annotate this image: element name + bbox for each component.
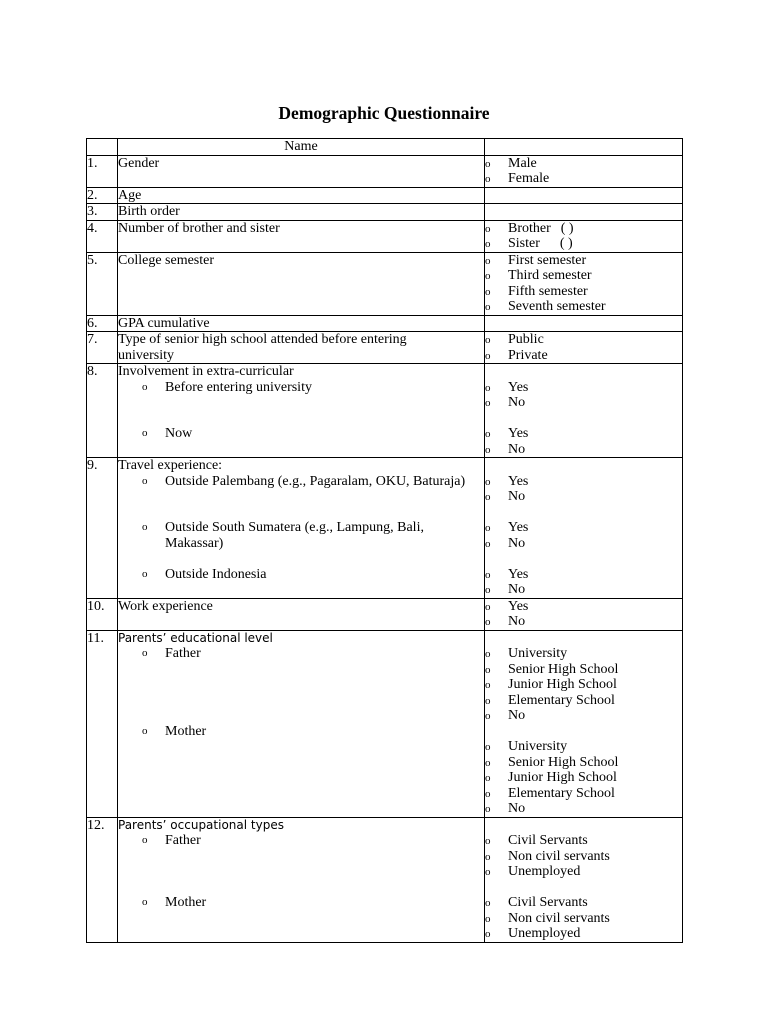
circle-bullet-icon: o xyxy=(485,710,491,722)
table-row xyxy=(87,155,683,187)
sub-question-label: Outside Indonesia xyxy=(165,566,267,582)
circle-bullet-icon: o xyxy=(485,334,491,346)
circle-bullet-icon: o xyxy=(142,896,148,908)
circle-bullet-icon: o xyxy=(142,647,148,659)
circle-bullet-icon: o xyxy=(485,301,491,313)
question-text: Number of brother and sister xyxy=(118,220,485,252)
option-label: Unemployed xyxy=(508,926,581,941)
circle-bullet-icon: o xyxy=(485,238,491,250)
question-text: GPA cumulative xyxy=(118,315,485,332)
option-label: University xyxy=(508,646,568,661)
option-label: Brother xyxy=(508,220,551,236)
option-label: Elementary School xyxy=(508,785,615,801)
table-row xyxy=(87,364,683,458)
option-item[interactable] xyxy=(485,520,682,536)
question-text: Age xyxy=(118,187,485,204)
option-label: Civil Servants xyxy=(508,833,588,848)
circle-bullet-icon: o xyxy=(485,928,491,940)
option-item[interactable] xyxy=(485,895,682,911)
option-item[interactable] xyxy=(485,426,682,442)
option-label: Senior High School xyxy=(508,754,619,770)
circle-bullet-icon: o xyxy=(485,866,491,878)
circle-bullet-icon: o xyxy=(485,475,491,488)
table-row xyxy=(87,315,683,332)
circle-bullet-icon: o xyxy=(142,724,148,737)
option-item[interactable] xyxy=(485,599,682,615)
option-label: Fifth semester xyxy=(508,283,588,299)
option-label: Yes xyxy=(508,473,529,489)
option-label: University xyxy=(508,739,568,754)
circle-bullet-icon: o xyxy=(142,567,148,580)
sub-question-label: Outside South Sumatera (e.g., Lampung, Bali, Makassar) xyxy=(165,520,424,551)
sub-question-label: Now xyxy=(165,426,193,441)
option-item[interactable] xyxy=(485,662,682,678)
option-item[interactable] xyxy=(485,911,682,927)
options-cell xyxy=(485,155,683,187)
option-item[interactable] xyxy=(485,786,682,802)
circle-bullet-icon: o xyxy=(485,803,491,815)
circle-bullet-icon: o xyxy=(485,270,491,282)
options-cell xyxy=(485,458,683,599)
question-text xyxy=(118,817,485,942)
question-line: university xyxy=(118,347,174,363)
option-item[interactable] xyxy=(485,801,682,817)
question-text: College semester xyxy=(118,252,485,315)
sub-question xyxy=(118,724,484,740)
option-item[interactable] xyxy=(485,348,682,364)
option-item[interactable] xyxy=(485,582,682,598)
circle-bullet-icon: o xyxy=(485,537,491,550)
options-cell xyxy=(485,598,683,630)
question-text: Gender xyxy=(118,155,485,187)
sub-question-label: Mother xyxy=(165,895,207,910)
option-label: Male xyxy=(508,155,537,171)
answer-cell[interactable] xyxy=(485,187,683,204)
options-cell xyxy=(485,364,683,458)
circle-bullet-icon: o xyxy=(485,349,491,362)
table-row xyxy=(87,817,683,942)
row-number: 12. xyxy=(87,817,118,942)
option-label: Third semester xyxy=(508,268,592,283)
answer-cell[interactable] xyxy=(485,204,683,221)
circle-bullet-icon: o xyxy=(485,397,491,409)
option-label: Yes xyxy=(508,379,529,395)
option-label: Yes xyxy=(508,598,529,614)
circle-bullet-icon: o xyxy=(142,427,148,439)
table-row-header xyxy=(87,139,683,156)
option-label: Non civil servants xyxy=(508,910,610,926)
circle-bullet-icon: o xyxy=(485,428,491,440)
circle-bullet-icon: o xyxy=(485,285,491,298)
option-item[interactable] xyxy=(485,442,682,458)
options-cell xyxy=(485,630,683,817)
table-row xyxy=(87,220,683,252)
options-cell xyxy=(485,817,683,942)
table-row xyxy=(87,187,683,204)
circle-bullet-icon: o xyxy=(485,663,491,676)
table-row xyxy=(87,332,683,364)
question-text xyxy=(118,332,485,364)
question-text: Work experience xyxy=(118,598,485,630)
circle-bullet-icon: o xyxy=(485,850,491,863)
circle-bullet-icon: o xyxy=(485,522,491,534)
option-label: Yes xyxy=(508,566,529,582)
option-item[interactable] xyxy=(485,693,682,709)
option-item[interactable] xyxy=(485,380,682,396)
circle-bullet-icon: o xyxy=(485,222,491,235)
circle-bullet-icon: o xyxy=(485,616,491,628)
circle-bullet-icon: o xyxy=(485,600,491,613)
option-label: Seventh semester xyxy=(508,299,606,314)
table-row xyxy=(87,598,683,630)
option-item[interactable] xyxy=(485,926,682,942)
circle-bullet-icon: o xyxy=(485,254,491,267)
option-label: Yes xyxy=(508,520,529,535)
table-row xyxy=(87,458,683,599)
table-row xyxy=(87,252,683,315)
option-label: No xyxy=(508,535,526,551)
row-number: 5. xyxy=(87,252,118,315)
option-label: Female xyxy=(508,171,550,186)
circle-bullet-icon: o xyxy=(485,584,491,596)
circle-bullet-icon: o xyxy=(485,772,491,784)
name-header: Name xyxy=(118,139,485,156)
circle-bullet-icon: o xyxy=(485,568,491,581)
option-label: No xyxy=(508,582,526,597)
option-item[interactable] xyxy=(485,739,682,755)
option-item[interactable] xyxy=(485,395,682,411)
option-label: Private xyxy=(508,347,548,363)
header-empty-cell xyxy=(87,139,118,156)
circle-bullet-icon: o xyxy=(485,679,491,691)
question-line: Travel experience: xyxy=(118,458,223,473)
option-label: No xyxy=(508,614,526,629)
table-row xyxy=(87,204,683,221)
option-item[interactable] xyxy=(485,171,682,187)
sub-question xyxy=(118,426,484,442)
option-item[interactable] xyxy=(485,708,682,724)
sub-question xyxy=(118,646,484,662)
name-answer-cell xyxy=(485,139,683,156)
question-text: Birth order xyxy=(118,204,485,221)
row-number: 3. xyxy=(87,204,118,221)
circle-bullet-icon: o xyxy=(485,157,491,170)
option-item[interactable] xyxy=(485,299,682,315)
sub-question-label: Before entering university xyxy=(165,379,312,395)
questionnaire-table xyxy=(86,138,683,943)
option-label: Elementary School xyxy=(508,692,615,708)
option-label: No xyxy=(508,489,526,504)
option-label: Sister xyxy=(508,236,540,251)
option-item[interactable] xyxy=(485,614,682,630)
circle-bullet-icon: o xyxy=(142,474,148,487)
option-item[interactable] xyxy=(485,156,682,172)
circle-bullet-icon: o xyxy=(485,491,491,503)
option-label: No xyxy=(508,395,526,410)
row-number: 8. xyxy=(87,364,118,458)
sub-question xyxy=(118,895,484,911)
table-row xyxy=(87,630,683,817)
option-item[interactable] xyxy=(485,864,682,880)
option-item[interactable] xyxy=(485,253,682,269)
option-item[interactable] xyxy=(485,489,682,505)
question-text xyxy=(118,364,485,458)
options-cell xyxy=(485,252,683,315)
question-line: Parents’ occupational types xyxy=(118,817,284,832)
row-number: 7. xyxy=(87,332,118,364)
option-label: Junior High School xyxy=(508,770,617,785)
row-number: 9. xyxy=(87,458,118,599)
question-text xyxy=(118,458,485,599)
option-item[interactable] xyxy=(485,221,682,237)
circle-bullet-icon: o xyxy=(485,787,491,800)
circle-bullet-icon: o xyxy=(142,521,148,533)
question-line: Involvement in extra-curricular xyxy=(118,364,294,379)
option-item[interactable] xyxy=(485,236,682,252)
row-number: 6. xyxy=(87,315,118,332)
count-blank[interactable]: ( ) xyxy=(560,220,574,236)
option-item[interactable] xyxy=(485,536,682,552)
option-item[interactable] xyxy=(485,849,682,865)
row-number: 11. xyxy=(87,630,118,817)
circle-bullet-icon: o xyxy=(485,648,491,660)
sub-question-label: Mother xyxy=(165,723,207,739)
circle-bullet-icon: o xyxy=(485,443,491,456)
circle-bullet-icon: o xyxy=(485,173,491,185)
options-cell xyxy=(485,220,683,252)
option-item[interactable] xyxy=(485,474,682,490)
circle-bullet-icon: o xyxy=(485,694,491,707)
option-item[interactable] xyxy=(485,268,682,284)
option-label: Yes xyxy=(508,426,529,441)
row-number: 2. xyxy=(87,187,118,204)
row-number: 1. xyxy=(87,155,118,187)
option-label: Senior High School xyxy=(508,661,619,677)
sub-question-label: Father xyxy=(165,646,201,661)
question-line: Type of senior high school attended before entering xyxy=(118,332,407,347)
circle-bullet-icon: o xyxy=(485,756,491,769)
option-item[interactable] xyxy=(485,284,682,300)
sub-question xyxy=(118,833,484,849)
circle-bullet-icon: o xyxy=(485,741,491,753)
option-item[interactable] xyxy=(485,567,682,583)
circle-bullet-icon: o xyxy=(485,381,491,394)
sub-question xyxy=(118,567,484,583)
option-label: First semester xyxy=(508,252,587,268)
sub-question xyxy=(118,520,484,567)
option-label: Unemployed xyxy=(508,864,581,879)
sub-question-label: Outside Palembang (e.g., Pagaralam, OKU, Baturaja) xyxy=(165,473,466,489)
circle-bullet-icon: o xyxy=(485,835,491,847)
row-number: 4. xyxy=(87,220,118,252)
question-text xyxy=(118,630,485,817)
circle-bullet-icon: o xyxy=(142,834,148,846)
option-item[interactable] xyxy=(485,770,682,786)
count-blank[interactable]: ( ) xyxy=(559,236,573,251)
row-number: 10. xyxy=(87,598,118,630)
option-item[interactable] xyxy=(485,646,682,662)
option-item[interactable] xyxy=(485,332,682,348)
option-item[interactable] xyxy=(485,677,682,693)
option-label: No xyxy=(508,801,526,816)
page-title: Demographic Questionnaire xyxy=(278,103,490,123)
circle-bullet-icon: o xyxy=(485,897,491,909)
circle-bullet-icon: o xyxy=(485,912,491,925)
option-item[interactable] xyxy=(485,833,682,849)
circle-bullet-icon: o xyxy=(142,380,148,393)
option-label: Junior High School xyxy=(508,677,617,692)
options-cell xyxy=(485,332,683,364)
sub-question-label: Father xyxy=(165,833,201,848)
option-label: No xyxy=(508,708,526,723)
answer-cell[interactable] xyxy=(485,315,683,332)
option-label: Non civil servants xyxy=(508,848,610,864)
option-item[interactable] xyxy=(485,755,682,771)
option-label: No xyxy=(508,441,526,457)
question-line: Parents’ educational level xyxy=(118,630,273,645)
option-label: Public xyxy=(508,332,544,347)
sub-question xyxy=(118,380,484,396)
option-label: Civil Servants xyxy=(508,895,588,910)
sub-question xyxy=(118,474,484,490)
